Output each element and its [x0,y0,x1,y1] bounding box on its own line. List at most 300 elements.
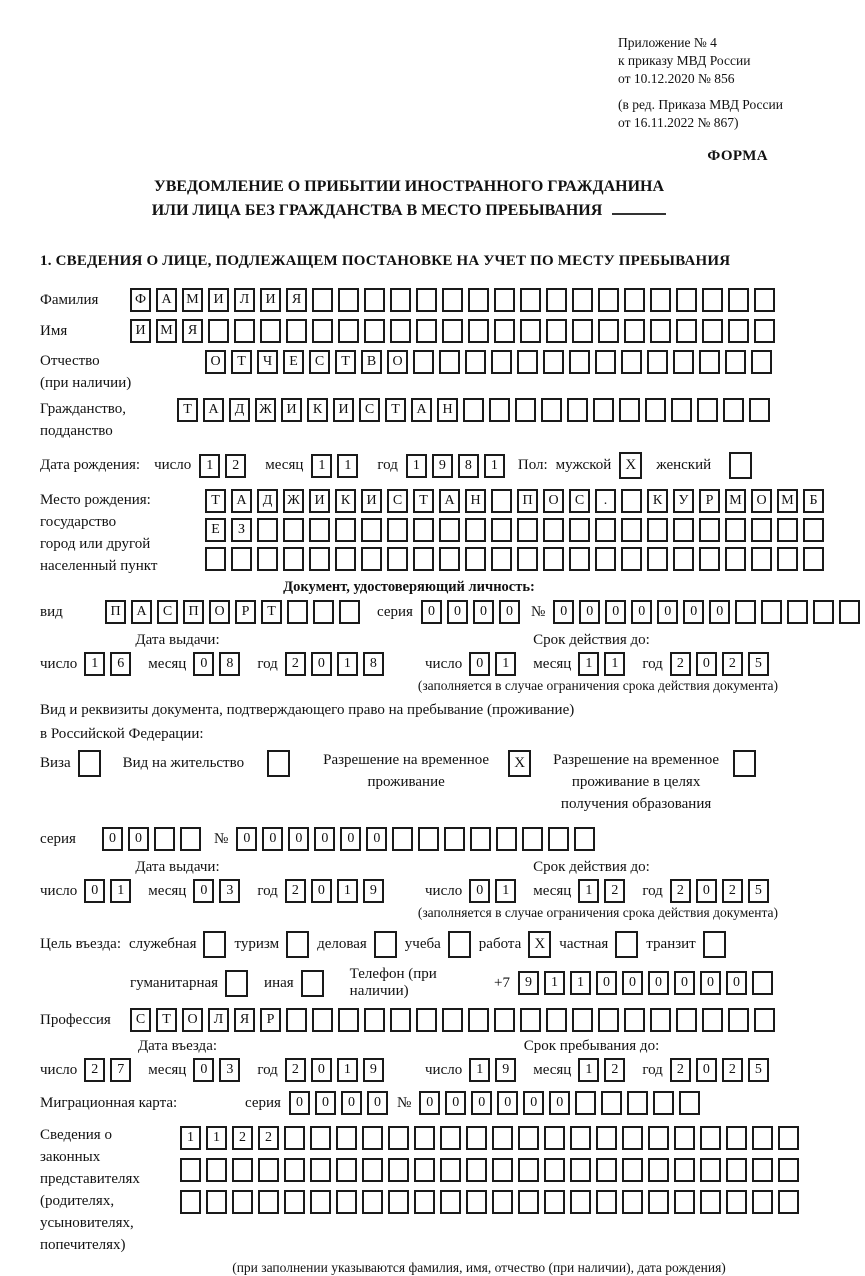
char-cell[interactable] [517,547,538,571]
char-cell[interactable] [751,547,772,571]
char-cell[interactable] [466,1126,487,1150]
char-cell[interactable] [418,827,439,851]
char-cell[interactable] [572,1008,593,1032]
char-cell[interactable]: 8 [219,652,240,676]
char-cell[interactable] [702,1008,723,1032]
char-cell[interactable]: Р [235,600,256,624]
char-cell[interactable] [312,319,333,343]
char-cell[interactable] [645,398,666,422]
purpose-humanitarian-checkbox[interactable] [225,970,248,997]
char-cell[interactable] [622,1158,643,1182]
char-cell[interactable]: 9 [363,879,384,903]
char-cell[interactable] [598,288,619,312]
char-cell[interactable]: З [231,518,252,542]
char-cell[interactable]: 0 [288,827,309,851]
char-cell[interactable]: 2 [670,1058,691,1082]
char-cell[interactable] [286,1008,307,1032]
char-cell[interactable] [338,1008,359,1032]
char-cell[interactable] [309,547,330,571]
char-cell[interactable] [595,518,616,542]
char-cell[interactable]: Я [182,319,203,343]
char-cell[interactable] [543,518,564,542]
char-cell[interactable] [622,1190,643,1214]
char-cell[interactable]: С [309,350,330,374]
char-cell[interactable]: 0 [471,1091,492,1115]
char-cell[interactable]: 8 [363,652,384,676]
char-cell[interactable]: 0 [367,1091,388,1115]
char-cell[interactable] [390,288,411,312]
char-cell[interactable]: И [309,489,330,513]
char-cell[interactable] [442,1008,463,1032]
char-cell[interactable]: П [105,600,126,624]
char-cell[interactable]: 2 [84,1058,105,1082]
char-cell[interactable] [839,600,860,624]
char-cell[interactable]: 6 [110,652,131,676]
char-cell[interactable]: 2 [722,1058,743,1082]
char-cell[interactable]: Ж [283,489,304,513]
char-cell[interactable]: 0 [499,600,520,624]
char-cell[interactable] [673,518,694,542]
char-cell[interactable]: 0 [622,971,643,995]
purpose-business-checkbox[interactable] [374,931,397,958]
char-cell[interactable]: 2 [285,879,306,903]
char-cell[interactable] [180,1158,201,1182]
char-cell[interactable] [465,350,486,374]
char-cell[interactable]: И [281,398,302,422]
char-cell[interactable] [468,1008,489,1032]
char-cell[interactable]: 0 [696,1058,717,1082]
char-cell[interactable]: 0 [340,827,361,851]
char-cell[interactable] [700,1126,721,1150]
char-cell[interactable]: 0 [683,600,704,624]
char-cell[interactable] [335,518,356,542]
char-cell[interactable]: К [307,398,328,422]
char-cell[interactable] [621,489,642,513]
char-cell[interactable] [621,518,642,542]
char-cell[interactable] [336,1158,357,1182]
purpose-transit-checkbox[interactable] [703,931,726,958]
char-cell[interactable] [312,288,333,312]
residence-permit-checkbox[interactable] [267,750,290,777]
purpose-work-checkbox[interactable]: X [528,931,551,958]
char-cell[interactable] [803,547,824,571]
char-cell[interactable]: 2 [670,879,691,903]
char-cell[interactable] [338,319,359,343]
char-cell[interactable] [416,1008,437,1032]
char-cell[interactable]: 1 [544,971,565,995]
char-cell[interactable] [754,288,775,312]
char-cell[interactable]: Т [231,350,252,374]
char-cell[interactable] [364,288,385,312]
char-cell[interactable]: О [387,350,408,374]
char-cell[interactable] [546,1008,567,1032]
char-cell[interactable]: 1 [495,652,516,676]
char-cell[interactable] [548,827,569,851]
char-cell[interactable]: 0 [311,879,332,903]
char-cell[interactable] [518,1158,539,1182]
char-cell[interactable] [676,288,697,312]
char-cell[interactable]: А [131,600,152,624]
char-cell[interactable] [232,1190,253,1214]
char-cell[interactable] [674,1190,695,1214]
char-cell[interactable] [284,1126,305,1150]
char-cell[interactable]: 1 [199,454,220,478]
char-cell[interactable]: О [182,1008,203,1032]
char-cell[interactable] [518,1190,539,1214]
char-cell[interactable]: 1 [570,971,591,995]
char-cell[interactable]: 0 [549,1091,570,1115]
char-cell[interactable] [463,398,484,422]
char-cell[interactable] [543,547,564,571]
char-cell[interactable] [362,1158,383,1182]
char-cell[interactable] [650,288,671,312]
char-cell[interactable]: 3 [219,879,240,903]
char-cell[interactable] [726,1158,747,1182]
char-cell[interactable]: 1 [311,454,332,478]
char-cell[interactable]: 0 [700,971,721,995]
char-cell[interactable]: 1 [337,652,358,676]
char-cell[interactable]: Н [465,489,486,513]
char-cell[interactable] [310,1126,331,1150]
char-cell[interactable] [650,319,671,343]
char-cell[interactable]: 1 [337,1058,358,1082]
char-cell[interactable] [674,1126,695,1150]
char-cell[interactable]: К [335,489,356,513]
char-cell[interactable] [364,319,385,343]
char-cell[interactable]: И [208,288,229,312]
char-cell[interactable] [601,1091,622,1115]
char-cell[interactable] [567,398,588,422]
char-cell[interactable] [416,288,437,312]
char-cell[interactable]: 0 [696,652,717,676]
char-cell[interactable] [778,1126,799,1150]
char-cell[interactable] [647,518,668,542]
char-cell[interactable] [336,1190,357,1214]
char-cell[interactable] [570,1126,591,1150]
char-cell[interactable]: С [387,489,408,513]
char-cell[interactable]: 0 [341,1091,362,1115]
char-cell[interactable]: 2 [285,652,306,676]
char-cell[interactable] [313,600,334,624]
char-cell[interactable] [778,1190,799,1214]
char-cell[interactable]: 5 [748,1058,769,1082]
char-cell[interactable] [465,547,486,571]
char-cell[interactable] [466,1158,487,1182]
char-cell[interactable]: 0 [553,600,574,624]
char-cell[interactable]: 0 [421,600,442,624]
char-cell[interactable]: Ч [257,350,278,374]
char-cell[interactable] [234,319,255,343]
char-cell[interactable] [414,1126,435,1150]
char-cell[interactable] [494,319,515,343]
char-cell[interactable] [700,1190,721,1214]
char-cell[interactable] [414,1190,435,1214]
char-cell[interactable]: В [361,350,382,374]
char-cell[interactable] [520,1008,541,1032]
char-cell[interactable] [598,1008,619,1032]
char-cell[interactable] [648,1190,669,1214]
char-cell[interactable]: 1 [578,879,599,903]
char-cell[interactable] [702,319,723,343]
char-cell[interactable] [778,1158,799,1182]
char-cell[interactable]: Я [234,1008,255,1032]
purpose-tourism-checkbox[interactable] [286,931,309,958]
char-cell[interactable]: 0 [674,971,695,995]
char-cell[interactable] [442,319,463,343]
char-cell[interactable] [310,1190,331,1214]
char-cell[interactable]: 0 [193,652,214,676]
char-cell[interactable] [702,288,723,312]
char-cell[interactable]: Т [205,489,226,513]
char-cell[interactable] [648,1126,669,1150]
char-cell[interactable]: 1 [337,454,358,478]
char-cell[interactable] [154,827,175,851]
char-cell[interactable]: А [231,489,252,513]
char-cell[interactable]: П [517,489,538,513]
char-cell[interactable] [546,319,567,343]
char-cell[interactable] [491,518,512,542]
char-cell[interactable] [697,398,718,422]
char-cell[interactable] [515,398,536,422]
char-cell[interactable]: Д [257,489,278,513]
char-cell[interactable] [439,350,460,374]
char-cell[interactable]: Р [699,489,720,513]
char-cell[interactable] [312,1008,333,1032]
char-cell[interactable] [362,1190,383,1214]
char-cell[interactable] [619,398,640,422]
char-cell[interactable]: О [543,489,564,513]
char-cell[interactable]: Б [803,489,824,513]
char-cell[interactable]: 9 [363,1058,384,1082]
char-cell[interactable]: 0 [579,600,600,624]
char-cell[interactable] [735,600,756,624]
char-cell[interactable]: И [333,398,354,422]
char-cell[interactable]: А [156,288,177,312]
char-cell[interactable]: 0 [726,971,747,995]
char-cell[interactable] [570,1190,591,1214]
char-cell[interactable]: 7 [110,1058,131,1082]
char-cell[interactable] [569,518,590,542]
char-cell[interactable] [286,319,307,343]
char-cell[interactable] [361,547,382,571]
char-cell[interactable] [544,1126,565,1150]
purpose-study-checkbox[interactable] [448,931,471,958]
char-cell[interactable]: 1 [578,652,599,676]
char-cell[interactable]: 2 [722,652,743,676]
sex-male-checkbox[interactable]: X [619,452,642,479]
purpose-official-checkbox[interactable] [203,931,226,958]
char-cell[interactable] [440,1126,461,1150]
char-cell[interactable] [725,518,746,542]
char-cell[interactable] [468,288,489,312]
purpose-other-checkbox[interactable] [301,970,324,997]
char-cell[interactable] [494,288,515,312]
char-cell[interactable] [777,547,798,571]
char-cell[interactable]: Т [413,489,434,513]
char-cell[interactable]: 9 [495,1058,516,1082]
char-cell[interactable]: 1 [484,454,505,478]
char-cell[interactable] [673,350,694,374]
char-cell[interactable]: 1 [495,879,516,903]
char-cell[interactable]: Т [156,1008,177,1032]
char-cell[interactable] [388,1158,409,1182]
char-cell[interactable] [522,827,543,851]
char-cell[interactable] [284,1158,305,1182]
char-cell[interactable] [444,827,465,851]
char-cell[interactable]: 0 [311,1058,332,1082]
char-cell[interactable] [465,518,486,542]
char-cell[interactable]: Л [208,1008,229,1032]
char-cell[interactable] [726,1190,747,1214]
char-cell[interactable] [595,547,616,571]
char-cell[interactable]: 0 [648,971,669,995]
char-cell[interactable] [593,398,614,422]
char-cell[interactable]: 8 [458,454,479,478]
char-cell[interactable] [283,547,304,571]
char-cell[interactable]: Е [283,350,304,374]
char-cell[interactable] [752,971,773,995]
char-cell[interactable] [258,1190,279,1214]
char-cell[interactable]: И [361,489,382,513]
char-cell[interactable] [624,1008,645,1032]
char-cell[interactable]: Р [260,1008,281,1032]
char-cell[interactable] [572,288,593,312]
char-cell[interactable] [754,1008,775,1032]
char-cell[interactable]: 0 [193,879,214,903]
char-cell[interactable]: 0 [657,600,678,624]
char-cell[interactable] [624,288,645,312]
char-cell[interactable] [390,1008,411,1032]
char-cell[interactable]: М [182,288,203,312]
char-cell[interactable] [700,1158,721,1182]
char-cell[interactable]: С [569,489,590,513]
char-cell[interactable] [517,350,538,374]
char-cell[interactable]: М [725,489,746,513]
char-cell[interactable]: . [595,489,616,513]
char-cell[interactable]: А [411,398,432,422]
char-cell[interactable] [725,350,746,374]
char-cell[interactable]: 0 [236,827,257,851]
char-cell[interactable] [492,1190,513,1214]
char-cell[interactable]: Т [261,600,282,624]
char-cell[interactable] [284,1190,305,1214]
char-cell[interactable] [803,518,824,542]
char-cell[interactable] [257,518,278,542]
char-cell[interactable] [180,827,201,851]
char-cell[interactable] [491,350,512,374]
char-cell[interactable] [543,350,564,374]
char-cell[interactable] [361,518,382,542]
char-cell[interactable] [231,547,252,571]
char-cell[interactable] [339,600,360,624]
char-cell[interactable] [309,518,330,542]
char-cell[interactable]: Д [229,398,250,422]
char-cell[interactable] [569,547,590,571]
char-cell[interactable]: 0 [315,1091,336,1115]
char-cell[interactable] [489,398,510,422]
char-cell[interactable]: 0 [445,1091,466,1115]
char-cell[interactable]: М [156,319,177,343]
char-cell[interactable] [496,827,517,851]
char-cell[interactable] [388,1126,409,1150]
char-cell[interactable]: К [647,489,668,513]
char-cell[interactable] [338,288,359,312]
char-cell[interactable] [624,319,645,343]
char-cell[interactable] [440,1158,461,1182]
char-cell[interactable]: 0 [262,827,283,851]
char-cell[interactable]: Т [385,398,406,422]
char-cell[interactable] [777,518,798,542]
char-cell[interactable] [310,1158,331,1182]
char-cell[interactable] [520,288,541,312]
char-cell[interactable] [627,1091,648,1115]
char-cell[interactable]: 0 [523,1091,544,1115]
char-cell[interactable] [726,1126,747,1150]
char-cell[interactable]: Я [286,288,307,312]
char-cell[interactable] [491,489,512,513]
char-cell[interactable] [673,547,694,571]
char-cell[interactable] [570,1158,591,1182]
char-cell[interactable] [647,350,668,374]
char-cell[interactable]: 5 [748,879,769,903]
char-cell[interactable] [466,1190,487,1214]
char-cell[interactable]: 2 [232,1126,253,1150]
char-cell[interactable] [595,350,616,374]
char-cell[interactable]: А [203,398,224,422]
char-cell[interactable] [206,1190,227,1214]
char-cell[interactable]: 9 [518,971,539,995]
char-cell[interactable] [541,398,562,422]
char-cell[interactable] [674,1158,695,1182]
char-cell[interactable]: 1 [469,1058,490,1082]
char-cell[interactable]: Н [437,398,458,422]
char-cell[interactable] [751,350,772,374]
char-cell[interactable] [287,600,308,624]
char-cell[interactable] [723,398,744,422]
char-cell[interactable] [761,600,782,624]
sex-female-checkbox[interactable] [729,452,752,479]
char-cell[interactable]: 1 [84,652,105,676]
char-cell[interactable]: 0 [128,827,149,851]
char-cell[interactable] [725,547,746,571]
char-cell[interactable]: 1 [206,1126,227,1150]
char-cell[interactable] [621,350,642,374]
char-cell[interactable]: 0 [193,1058,214,1082]
char-cell[interactable]: О [205,350,226,374]
char-cell[interactable] [787,600,808,624]
char-cell[interactable] [257,547,278,571]
char-cell[interactable] [653,1091,674,1115]
char-cell[interactable] [413,518,434,542]
char-cell[interactable] [208,319,229,343]
char-cell[interactable]: 1 [180,1126,201,1150]
char-cell[interactable]: 0 [419,1091,440,1115]
char-cell[interactable] [517,518,538,542]
char-cell[interactable] [232,1158,253,1182]
char-cell[interactable]: И [130,319,151,343]
char-cell[interactable] [749,398,770,422]
char-cell[interactable]: 2 [225,454,246,478]
char-cell[interactable] [622,1126,643,1150]
temp-residence-education-checkbox[interactable] [733,750,756,777]
char-cell[interactable]: Ф [130,288,151,312]
char-cell[interactable] [699,547,720,571]
char-cell[interactable]: С [157,600,178,624]
char-cell[interactable]: 0 [596,971,617,995]
char-cell[interactable] [518,1126,539,1150]
char-cell[interactable]: 0 [497,1091,518,1115]
char-cell[interactable] [728,319,749,343]
